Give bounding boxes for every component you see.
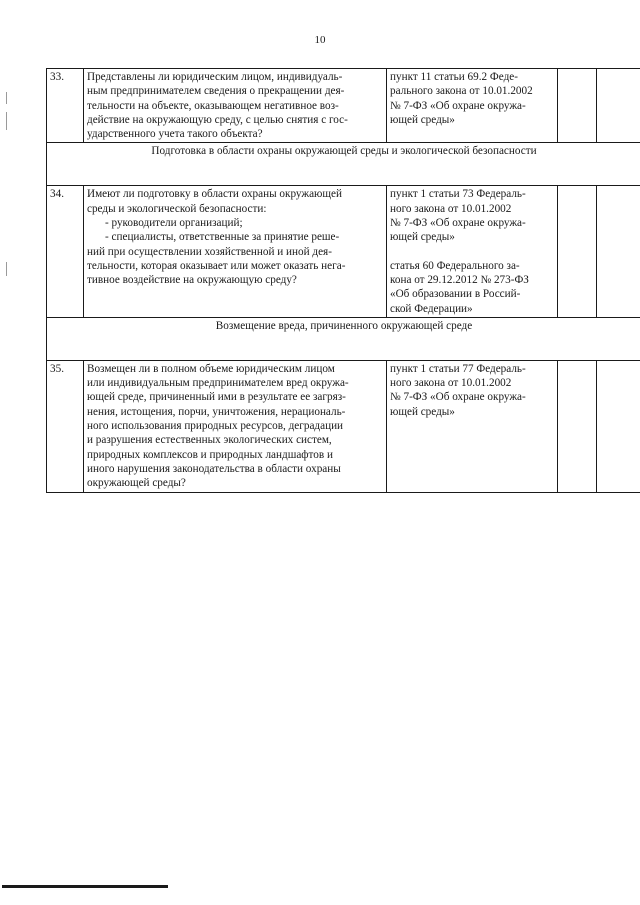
row-number: 33. [47, 69, 84, 143]
row-question: Возмещен ли в полном объеме юридическим лицом или индивидуальным предпринимателем вред окружа- ющей среде, причиненный ими в результате ее загряз- нения, истощения, порчи, уничтожения, нерациональ- ного использования природных ресурсов, деградации и разрушения естественных экологических систем, природных комплексов и природных ландшафтов и иного нарушения законодательства в области охраны окружающей среды? [84, 360, 387, 492]
section-heading: Возмещение вреда, причиненного окружающей среде [47, 317, 640, 360]
row-question: Представлены ли юридическим лицом, индивидуаль- ным предпринимателем сведения о прекращении дея- тельности на объекте, оказывающем негативное воз- действие на окружающую среду, с целью снятия с гос- ударственного учета такого объекта? [84, 69, 387, 143]
row-number: 35. [47, 360, 84, 492]
row-legal-reference: пункт 1 статьи 77 Федераль- ного закона от 10.01.2002 № 7-ФЗ «Об охране окружа- ющей среды» [387, 360, 558, 492]
row-legal-reference: пункт 11 статьи 69.2 Феде- рального закона от 10.01.2002 № 7-ФЗ «Об охране окружа- ющей среды» [387, 69, 558, 143]
note-cell [597, 360, 640, 492]
section-row [47, 317, 640, 360]
scan-mark [6, 92, 7, 104]
scan-mark [6, 262, 7, 276]
row-legal-reference: пункт 1 статьи 73 Федераль- ного закона от 10.01.2002 № 7-ФЗ «Об охране окружа- ющей среды» статья 60 Федерального за- кона от 29.12.2012 № 273-ФЗ «Об образовании в Россий- ской Федерации» [387, 186, 558, 317]
scan-mark [6, 112, 7, 130]
note-cell [597, 69, 640, 143]
table-row [47, 360, 640, 492]
row-number: 34. [47, 186, 84, 317]
table-row [47, 69, 640, 143]
section-row [47, 143, 640, 186]
footer-rule [2, 885, 168, 888]
answer-cell [558, 69, 597, 143]
table-row [47, 186, 640, 317]
row-question: Имеют ли подготовку в области охраны окружающей среды и экологической безопасности: - руководители организаций; - специалисты, ответственные за принятие реше- ний при осуществлении хозяйственной и иной дея- тельности, которая оказывает или может оказать нега- тивное воздействие на окружающую среду? [84, 186, 387, 317]
answer-cell [558, 360, 597, 492]
page-number: 10 [314, 34, 326, 46]
checklist-table [46, 68, 640, 493]
paragraph-gap [390, 245, 554, 259]
note-cell [597, 186, 640, 317]
section-heading: Подготовка в области охраны окружающей среды и экологической безопасности [47, 143, 640, 186]
answer-cell [558, 186, 597, 317]
